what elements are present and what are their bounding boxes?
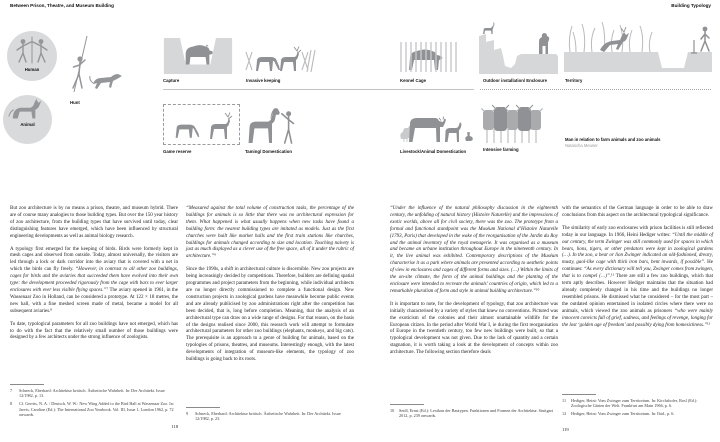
paragraph — [186, 267, 354, 364]
body-text: ¹² — [707, 322, 711, 328]
deer-standing-icon — [280, 47, 301, 72]
taming-scene-icon — [244, 104, 301, 145]
body-text: It is important to note, for the development of typology, that zoo architecture was initially characterised by a variety of styles that knew no conventions. Pictured was the exoticism of the colonies and their almost unattainable wildlife for the European citizen. In the period after World War I, ie during the first reorganisation of Europe in the twentieth century, too few new buildings were built, so that a typological development was not given. Due to the lack of quantity and a certain stagnation, it is worth taking a look at the development of concepts within zoo architecture. The following section therefore deals — [390, 301, 558, 356]
body-text: Since the 1990s, a shift in architectural culture is discernible. New zoo projects are being increasingly decided by competitions. Therefore, builders are defining spatial programmes and project parameters from the beginning, while individual architects are no longer directly commissioned to complete a functional design. New construction projects in zoological gardens have meanwhile become public events and are already publicised by zoo administrations right after the competition has been decided, that is, long before completion. Meaning, that the analysis of an architectural type can draw on a wide range of designs. For that reason, on the basis of the designs realised since 2000, this research work will attempt to formulate architectural parameters for other zoo buildings (elephants, monkeys, and big cats). The prerequisite is an approach to a genre of building for animals, based on the typologies of prisons, theatres, and museums. Interestingly enough, with the latest developments of integration of museum-like elements, the typology of zoo buildings is going back to its roots. — [186, 267, 354, 363]
territory-terrain-icon — [564, 22, 712, 74]
footnote-number: 8 — [10, 401, 13, 407]
livestock-icon — [398, 106, 473, 145]
footnote — [10, 401, 178, 417]
invasive-keeping-icon — [244, 46, 316, 73]
body-text: The similarity of early zoo enclosures with prison facilities is still reflected today in our language. In 1966, Heini Hediger writes: — [562, 225, 713, 238]
animal-circle-label: Animal — [20, 122, 35, 127]
running-head-left: Between Prison, Theatre, and Museum Building — [10, 3, 114, 8]
ibex-icon — [483, 23, 494, 34]
footnote-text: Seidl, Ernst (Ed.): Lexikon der Bautypen. Funktionen und Formen der Architektur. Stuttgart 2012, p. 239 onwards. — [399, 408, 554, 419]
quote-text: “Measured against the total volume of construction tasks, the percentage of the buildings for animals is so little that there was no architectural expression for them. What happened is what usually happens when new tasks have found a building form: the nearest building types are imitated as models. Just as the first churches were built like market halls and the first train stations like churches, buildings for animals changed according to size and location. Touching naivety is just as much displayed as a clever use of the free space, all of it under the rubric of architecture.” — [186, 206, 354, 260]
footnote-text: Schneck, Eberhard: Architektur kritisch. Ästhetische Wahrheit. In: Der Architekt. Issue 12/1982, p. 23. — [195, 411, 341, 422]
enclosure-terrain-icon — [479, 22, 559, 74]
body-text: ⁹ — [214, 254, 216, 260]
body-text: .¹¹ There are still a few zoo buildings, which that term aptly describes. However Hediger maintains that the situation had already completely changed in his time and the buildings no longer resembled prisons. He dismissed what he considered – for the most part – the outdated opinion entertained in isolated circles where there were no animals, which viewed the zoo animals as prisoners — [562, 274, 714, 314]
body-text: ⁷ The aviary opened in 1961, in the Wassenaar Zoo in Holland, can be considered a prototype. At 122 × 18 metres, the new hall, with a fine meshed screen made of metal, became a model for all subsequent aviaries.⁸ — [10, 287, 178, 314]
deer-grazing-icon — [170, 114, 204, 140]
text-column-3 — [390, 206, 558, 363]
reaching-human-icon — [282, 111, 294, 143]
intensive-farming-icon — [481, 103, 543, 146]
animal-pictograph-icon — [3, 95, 52, 144]
page-number-left: 118 — [171, 424, 178, 429]
body-text: ¹⁰ — [535, 288, 540, 294]
boundary-post-icon — [691, 40, 697, 53]
body-text: To date, typological parameters for all zoo buildings have not emerged, which has to do with the fact that the relatively small number of those buildings were designed by a few architects under the strong influence of zoologists. — [10, 321, 178, 341]
paragraph — [10, 247, 178, 316]
timeline-separator-dotted — [480, 89, 711, 90]
footnote-rule — [390, 404, 424, 405]
footnote-rule — [186, 407, 220, 408]
hunt-label: Hunt — [70, 100, 80, 105]
footnote — [186, 411, 354, 421]
grass-icon — [569, 22, 652, 52]
quote-text: “Under the influence of the natural philosophy discussion in the eighteenth century, the unfolding of natural history (Histoire Naturelle) and the impressions of exotic worlds, above all for civil society, there was the zoo. The prototype from a formal and functional standpoint was the Muséum National d’Histoire Naturelle (1793, Paris) that developed in the wake of the reorganisation of the Jardin du Roy and the animal inventory of the royal menagerie. It was organised as a museum and became an urbane institution throughout Europe in the nineteenth century. In it, the live animal was exhibited. Contemporary descriptions of the Muséum characterise it as a park where animals are presented according to aesthetic points of view in enclosures and cages of different forms and sizes. (…) Within the limits of the on-site climate, the form of the animal buildings and the planting of the enclosure were intended to recreate the animals’ countries of origin, which led to a remarkable pluralism of form and style in animal building architecture.” — [390, 206, 558, 294]
human-circle — [7, 31, 57, 81]
hunt-scene-icon — [64, 34, 126, 96]
footnote-text: Hediger, Heini: Vom Zwinger zum Territorium. In: Kirchshofer, Rosl (Ed.): Zoologische Gärten der Welt. Frankfurt am Main 1966, p. 6. — [571, 398, 698, 409]
quote-text: “As every dictionary will tell you, Zwinger comes from zwingen, that is to compel (…)” — [562, 267, 713, 280]
taming-label: Taming/ Domestication — [245, 149, 292, 154]
footnote — [562, 411, 713, 416]
text-column-4 — [562, 206, 713, 335]
body-text: A typology first emerged for the keeping of birds. Birds were formerly kept in mesh cages and observed from outside. Today, almost universally, the visitors are led through a lock or dark corridor into the aviary that is covered with a net in which the birds can fly freely. — [10, 246, 178, 273]
footnote — [10, 388, 178, 398]
human-pictograph-icon — [7, 31, 57, 81]
cow-icon — [409, 117, 446, 143]
footnote — [390, 408, 558, 418]
walking-human-icon — [701, 27, 709, 51]
paragraph — [562, 206, 713, 220]
rabbit-icon — [465, 132, 473, 141]
bear-icon — [186, 45, 213, 65]
livestock-label: Livestock/Animal Domestication — [400, 149, 467, 154]
paragraph — [10, 206, 178, 241]
paragraph — [10, 322, 178, 343]
footnote — [562, 398, 713, 408]
paragraph — [390, 206, 558, 296]
footnote-number: 10 — [390, 408, 395, 413]
enclosure-label: Outdoor installation/ Enclosure — [483, 78, 547, 83]
calf-icon — [445, 122, 462, 142]
page-number-right: 119 — [562, 427, 569, 432]
human-circle-label: Human — [24, 67, 40, 72]
quote-text: “Until the middle of our century, the term Zwinger was still commonly used for spaces in which bears, lions, tigers, or other predators were kept in zoological gardens (…). In the zoo, a bear or lion Zwinger indicated an old-fashioned, dreary, musty, gaol-like cage with thick iron bars, bent inwards, if possible” — [562, 232, 713, 266]
paragraph — [562, 226, 713, 330]
footnote-number: 11 — [562, 398, 567, 403]
text-column-1 — [10, 206, 178, 348]
footnotes-column-4 — [562, 394, 713, 420]
footnote-text: Cf. Gerrits, N. A. / Deutsch, W. W.: New Wing Added to the Bird Hall at Wassenaar Zoo. In: Jarvis, Caroline (Ed.): The International Zoo Yearbook. Vol. III, Issue 1, London 1962, p. 72 onwards. — [19, 401, 174, 417]
footnote-text: Schneck, Eberhard: Architektur kritisch. Ästhetische Wahrheit. In: Der Architekt. Issue 12/1982, p. 13. — [19, 388, 165, 399]
game-reserve-box — [163, 104, 240, 145]
diagram-caption-title: Man in relation to farm animals and zoo animals — [565, 137, 661, 142]
horse-icon — [249, 108, 280, 143]
deer-grazing-icon — [256, 57, 280, 71]
diagram-caption — [565, 137, 715, 148]
cattle-legs-icon — [487, 129, 536, 143]
standing-bear-icon — [539, 33, 549, 54]
capture-pit-icon — [162, 38, 234, 74]
footnote-rule — [562, 394, 596, 395]
kennel-cage-label: Kennel Cage — [400, 78, 427, 83]
footnotes-column-3 — [390, 404, 558, 421]
animal-circle — [3, 95, 52, 144]
diagram-caption-author: Natascha Meuser — [565, 143, 598, 148]
intensive-farming-label: Intensive farming — [483, 147, 519, 152]
footnote-number: 9 — [186, 411, 189, 416]
footnote-rule — [10, 384, 44, 385]
game-reserve-label: Game reserve — [163, 149, 192, 154]
footnote-number: 12 — [562, 411, 567, 417]
territory-label: Territory — [565, 78, 583, 83]
body-text: But zoo architecture is by no means a prison, theatre, and museum hybrid. There are of course many analogies to those building types. But over the 150 year history of zoo architecture, from the building types that have survived until today, clear distinguishing features have emerged, which have been influenced by structural engineering developments as well as animal biology research. — [10, 206, 178, 239]
quote-text: “However, in contrast to all other zoo buildings, cages for birds and the aviaries that succeeded them have evolved into their own type: the development proceeded rigorously from the cage with bars to ever larger enclosures with ever less visible flying spaces.” — [10, 267, 179, 293]
cattle-crowd-icon — [482, 105, 543, 131]
deer-standing-icon — [206, 112, 236, 140]
text-column-2 — [186, 206, 354, 370]
quote-text: “who were mainly innocent convicts full of grief, sadness, and feelings of revenge, longing for the lost ‘golden age of freedom’ and possibly dying from homesickness.” — [562, 308, 713, 328]
timeline-separator-solid — [163, 89, 474, 90]
body-text: . He continues: — [562, 260, 713, 273]
kennel-cage-icon — [399, 42, 457, 72]
paragraph — [390, 302, 558, 357]
footnotes-column-1 — [10, 384, 178, 420]
paragraph — [186, 206, 354, 261]
footnote-text: Hediger, Heini: Vom Zwinger zum Territorium. In: Ibid., p. 6. — [571, 411, 675, 417]
body-text: with the semantics of the German language in order to be able to draw conclusions from this aspect on the architectural typological significance. — [562, 206, 713, 218]
footnote-number: 7 — [10, 388, 13, 393]
capture-label: Capture — [163, 78, 180, 83]
invasive-keeping-label: Invasive keeping — [246, 78, 281, 83]
running-head-right: Building Typology — [671, 3, 711, 8]
footnotes-column-2 — [186, 407, 354, 424]
